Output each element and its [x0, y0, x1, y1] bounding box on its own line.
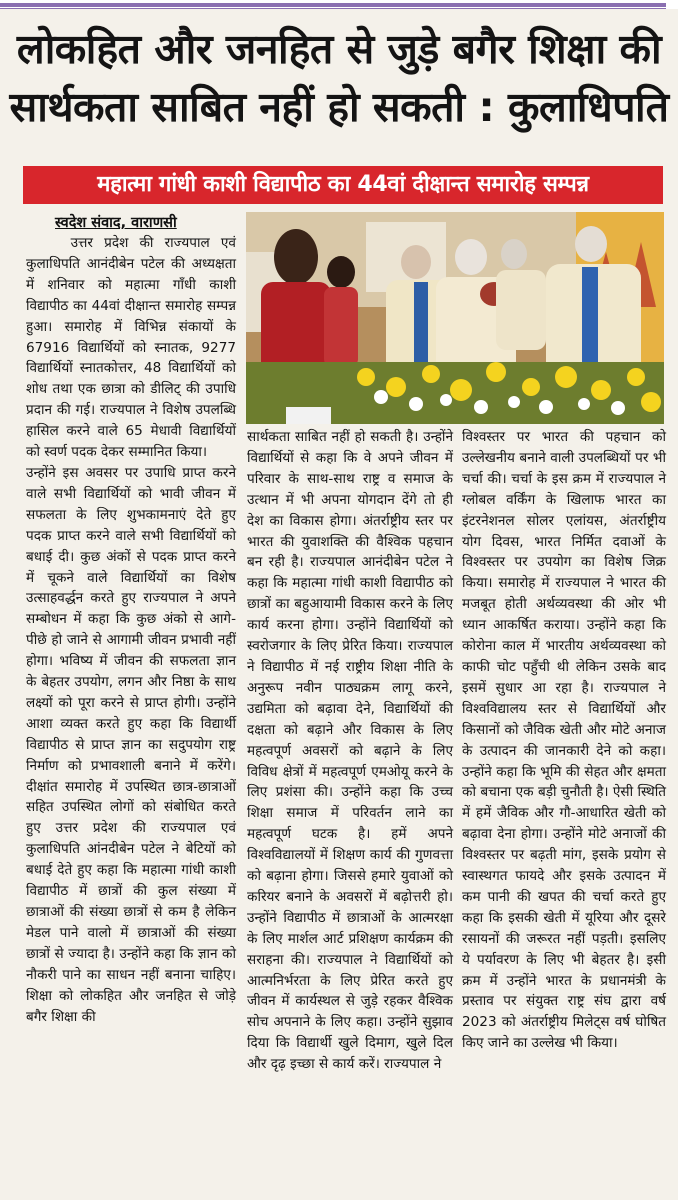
paragraph: सार्थकता साबित नहीं हो सकती है। उन्होंने विद्यार्थियों से कहा कि वे अपने जीवन में परिवार के साथ-साथ राष्ट्र व समाज के उत्थान में भी अपना योगदान देंगे तो ही देश का विकास होगा। अंतर्राष्ट्रीय स्तर पर भारत की युवाशक्ति की वैश्विक पहचान बन रही है। राज्यपाल आनंदीबेन पटेल ने कहा कि महात्मा गांधी काशी विद्यापीठ को छात्रों का बहुआयामी विकास करने के लिए कार्य करना होगा। उन्होंने विद्यार्थियों को स्वरोजगार के लिए प्रेरित किया। राज्यपाल ने विद्यापीठ में नई राष्ट्रीय शिक्षा नीति के अनुरूप नवीन पाठ्यक्रम लागू करने, उद्यमिता को बढ़ावा देने, विद्यार्थियों की दक्षता को बढ़ाने और विकास के लिए महत्वपूर्ण अवसरों को बढ़ाने के लिए विविध क्षेत्रों में महत्वपूर्ण एमओयू करने के लिए प्रशंसा की। उन्होंने कहा कि उच्च शिक्षा समाज में परिवर्तन लाने का महत्वपूर्ण घटक है। हमें अपने विश्वविद्यालयों में शिक्षण कार्य की गुणवत्ता को बढ़ाना होगा। जिससे हमारे युवाओं को करियर बनाने के अवसरों में बढ़ोत्तरी हो। उन्होंने विद्यापीठ में छात्राओं के आत्मरक्षा के लिए मार्शल आर्ट प्रशिक्षण कार्यक्रम की सराहना की। राज्यपाल ने विद्यार्थियों को आत्मनिर्भरता के लिए प्रेरित करते हुए जीवन में कार्यस्थल से जुड़े रहकर वैश्विक सोच अपनाने के लिए कहा। उन्होंने सुझाव दिया कि विद्यार्थी खुले दिमाग, खुले दिल और दृढ़ इच्छा से कार्य करें। राज्यपाल ने [247, 429, 453, 1073]
paragraph: उन्होंने इस अवसर पर उपाधि प्राप्त करने वाले सभी विद्यार्थियों को भावी जीवन में सफलता के लिए शुभकामनाएं देते हुए पदक प्राप्त करने वाले सभी विद्यार्थियों को बधाई दी। कुछ अंकों से पदक प्राप्त करने में चूकने वाले विद्यार्थियों का विशेष उत्साहवर्द्धन करते हुए राज्यपाल ने अपने सम्बोधन में कहा कि कुछ अंको से आगे-पीछे हो जाने से आगामी जीवन प्रभावी नहीं होगा। भविष्य में जीवन की सफलता ज्ञान के बेहतर उपयोग, लगन और निष्ठा के साथ लक्ष्यों को पूरा करने से प्राप्त होगी। उन्होंने आशा व्यक्त करते हुए कहा कि विद्यार्थी विद्यापीठ से प्राप्त ज्ञान का सदुपयोग राष्ट्र निर्माण को प्रभावशाली बनाने में करेंगे। दीक्षांत समारोह में उपस्थित छात्र-छात्राओं सहित उपस्थित लोगों को संबोधित करते हुए उत्तर प्रदेश की राज्यपाल एवं कुलाधिपति आंनदीबेन पटेल ने बेटियों को बधाई देते हुए कहा कि महात्मा गांधी काशी विद्यापीठ में छात्रों की कुल संख्या में छात्राओं की संख्या छात्रों से कम है लेकिन मेडल पाने वालो में छात्राओं की संख्या छात्रों से ज्यादा है। उन्होंने कहा कि ज्ञान को नौकरी पाने का साधन नहीं बनाना चाहिए। शिक्षा को लोकहित और जनहित से जोड़े बगैर शिक्षा की [26, 464, 236, 1025]
rule-thin-bar [0, 8, 666, 9]
byline: स्वदेश संवाद, वाराणसी [55, 215, 177, 231]
headline [0, 20, 678, 136]
rule-bar [0, 3, 666, 7]
top-rule [0, 0, 678, 9]
article-column-1 [26, 233, 241, 1027]
ceremony-photo-illustration [246, 212, 664, 424]
headline-line-1: लोकहित और जनहित से जुड़े बगैर शिक्षा की [16, 25, 662, 73]
headline-line-2: सार्थकता साबित नहीं हो सकती : कुलाधिपति [9, 83, 669, 131]
paragraph: उत्तर प्रदेश की राज्यपाल एवं कुलाधिपति आनंदीबेन पटेल की अध्यक्षता में शनिवार को महात्मा गाँधी काशी विद्यापीठ का 44वां दीक्षान्त समारोह सम्पन्न हुआ। समारोह में विभिन्न संकायों के 67916 विद्यार्थियों को स्नातक, 9277 विद्यार्थियों स्नातकोत्तर, 48 विद्यार्थियों को शोध तथा एक छात्रा को डीलिट् की उपाधि प्रदान की गई। राज्यपाल ने विशेष उपलब्धि हासिल करने वाले 65 मेधावी विद्यार्थियों को स्वर्ण पदक देकर सम्मानित किया। [26, 235, 241, 461]
news-photo [246, 212, 664, 424]
paragraph: विश्वस्तर पर भारत की पहचान को उल्लेखनीय बनाने वाली उपलब्धियों पर भी चर्चा की। चर्चा के इस क्रम में राज्यपाल ने ग्लोबल वर्किंग के खिलाफ भारत का इंटरनेशनल सोलर एलांयस, अंतर्राष्ट्रीय योग दिवस, भारत निर्मित दवाओं के विश्वस्तर पर उपयोग का विशेष जिक्र किया। समारोह में राज्यपाल ने भारत की मजबूत होती अर्थव्यवस्था की ओर भी ध्यान आकर्षित कराया। उन्होंने कहा कि कोरोना काल में भारतीय अर्थव्यवस्था को काफी चोट पहुँची थी लेकिन उसके बाद इसमें सुधार आ रहा है। राज्यपाल ने विश्वविद्यालय स्तर से विद्यार्थियों और किसानों को जैविक खेती और मोटे अनाज के उत्पादन की जानकारी देने को कहा। उन्होंने कहा कि भूमि की सेहत और क्षमता को बचाना एक बड़ी चुनौती है। ऐसी स्थिति में हमें जैविक और गौ-आधारित खेती को बढ़ावा देना होगा। उन्होंने मोटे अनाजों की विश्वस्तर पर बढ़ती मांग, इसके प्रयोग से स्वास्थगत फायदे और इसके उत्पादन में कम पानी की खपत की चर्चा करते हुए कहा कि इसकी खेती में यूरिया और दूसरे रसायनों की जरूरत नहीं पड़ती। इसलिए ये पर्यावरण के लिए भी बेहतर है। इसी क्रम में उन्होंने भारत के प्रधानमंत्री के प्रस्ताव पर संयुक्त राष्ट्र संघ द्वारा वर्ष 2023 को अंतर्राष्ट्रीय मिलेट्स वर्ष घोषित किए जाने का उल्लेख भी किया। [462, 429, 666, 1052]
article-column-3 [462, 427, 666, 1054]
subheadline-banner: महात्मा गांधी काशी विद्यापीठ का 44वां दीक्षान्त समारोह सम्पन्न [23, 166, 663, 204]
article-column-2 [247, 427, 453, 1075]
